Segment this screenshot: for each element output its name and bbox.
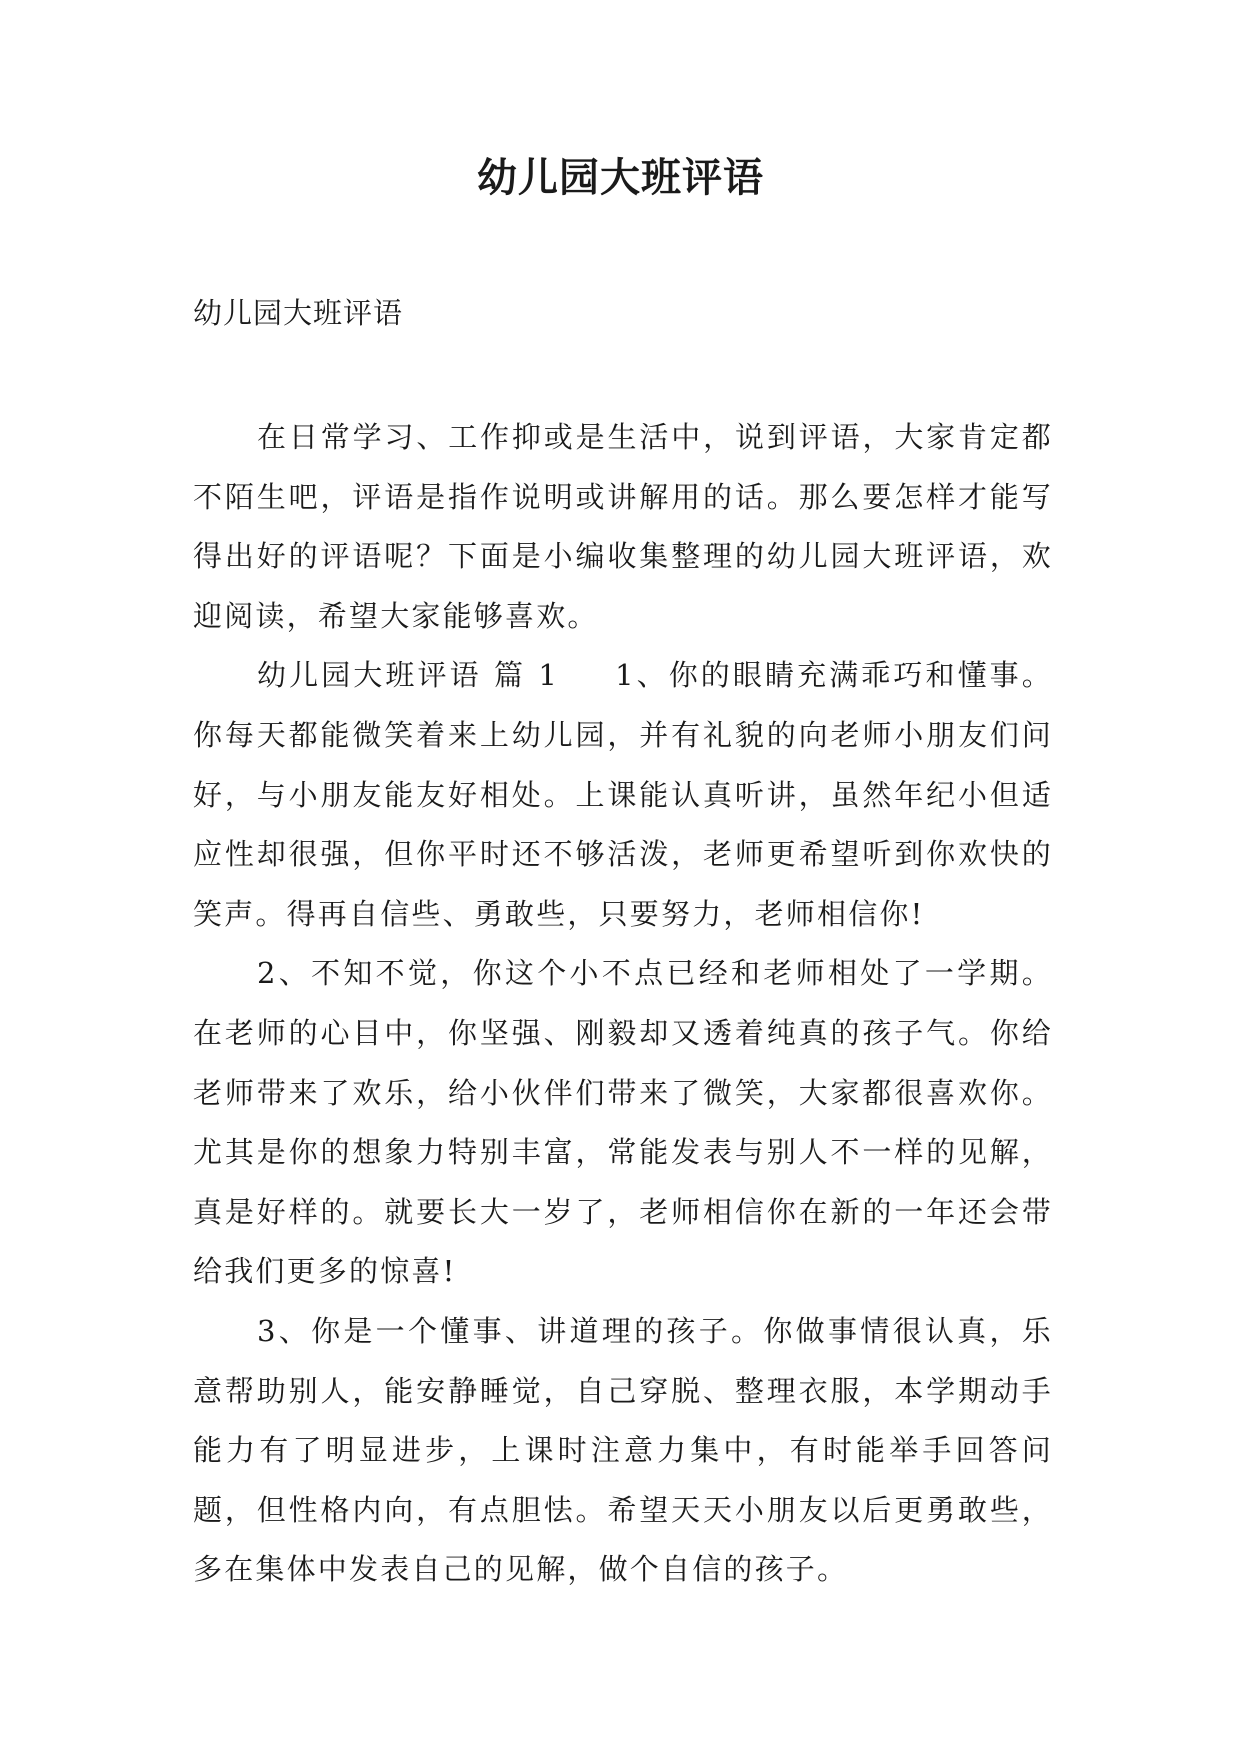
comment-paragraph-3: 3、你是一个懂事、讲道理的孩子。你做事情很认真，乐意帮助别人，能安静睡觉，自己穿脱、整理衣服，本学期动手能力有了明显进步，上课时注意力集中，有时能举手回答问题，但性格内向，有点胆怯。希望天天小朋友以后更勇敢些，多在集体中发表自己的见解，做个自信的孩子。	[193, 1313, 1053, 1587]
document-subtitle: 幼儿园大班评语	[193, 296, 404, 330]
document-body	[193, 408, 1053, 1600]
document-title: 幼儿园大班评语	[477, 154, 764, 201]
comment-paragraph-2: 2、不知不觉，你这个小不点已经和老师相处了一学期。在老师的心目中，你坚强、刚毅却又透着纯真的孩子气。你给老师带来了欢乐，给小伙伴们带来了微笑，大家都很喜欢你。尤其是你的想象力特别丰富，常能发表与别人不一样的见解，真是好样的。就要长大一岁了，老师相信你在新的一年还会带给我们更多的惊喜!	[193, 956, 1053, 1289]
intro-paragraph: 在日常学习、工作抑或是生活中，说到评语，大家肯定都不陌生吧，评语是指作说明或讲解用的话。那么要怎样才能写得出好的评语呢？下面是小编收集整理的幼儿园大班评语，欢迎阅读，希望大家能够喜欢。	[193, 420, 1053, 633]
comment-1-text: 1、你的眼睛充满乖巧和懂事。你每天都能微笑着来上幼儿园，并有礼貌的向老师小朋友们问好，与小朋友能友好相处。上课能认真听讲，虽然年纪小但适应性却很强，但你平时还不够活泼，老师更希望听到你欢快的笑声。得再自信些、勇敢些，只要努力，老师相信你!	[193, 658, 1053, 931]
section-label: 幼儿园大班评语 篇 1	[257, 658, 560, 693]
comment-paragraph-1	[193, 646, 1053, 944]
